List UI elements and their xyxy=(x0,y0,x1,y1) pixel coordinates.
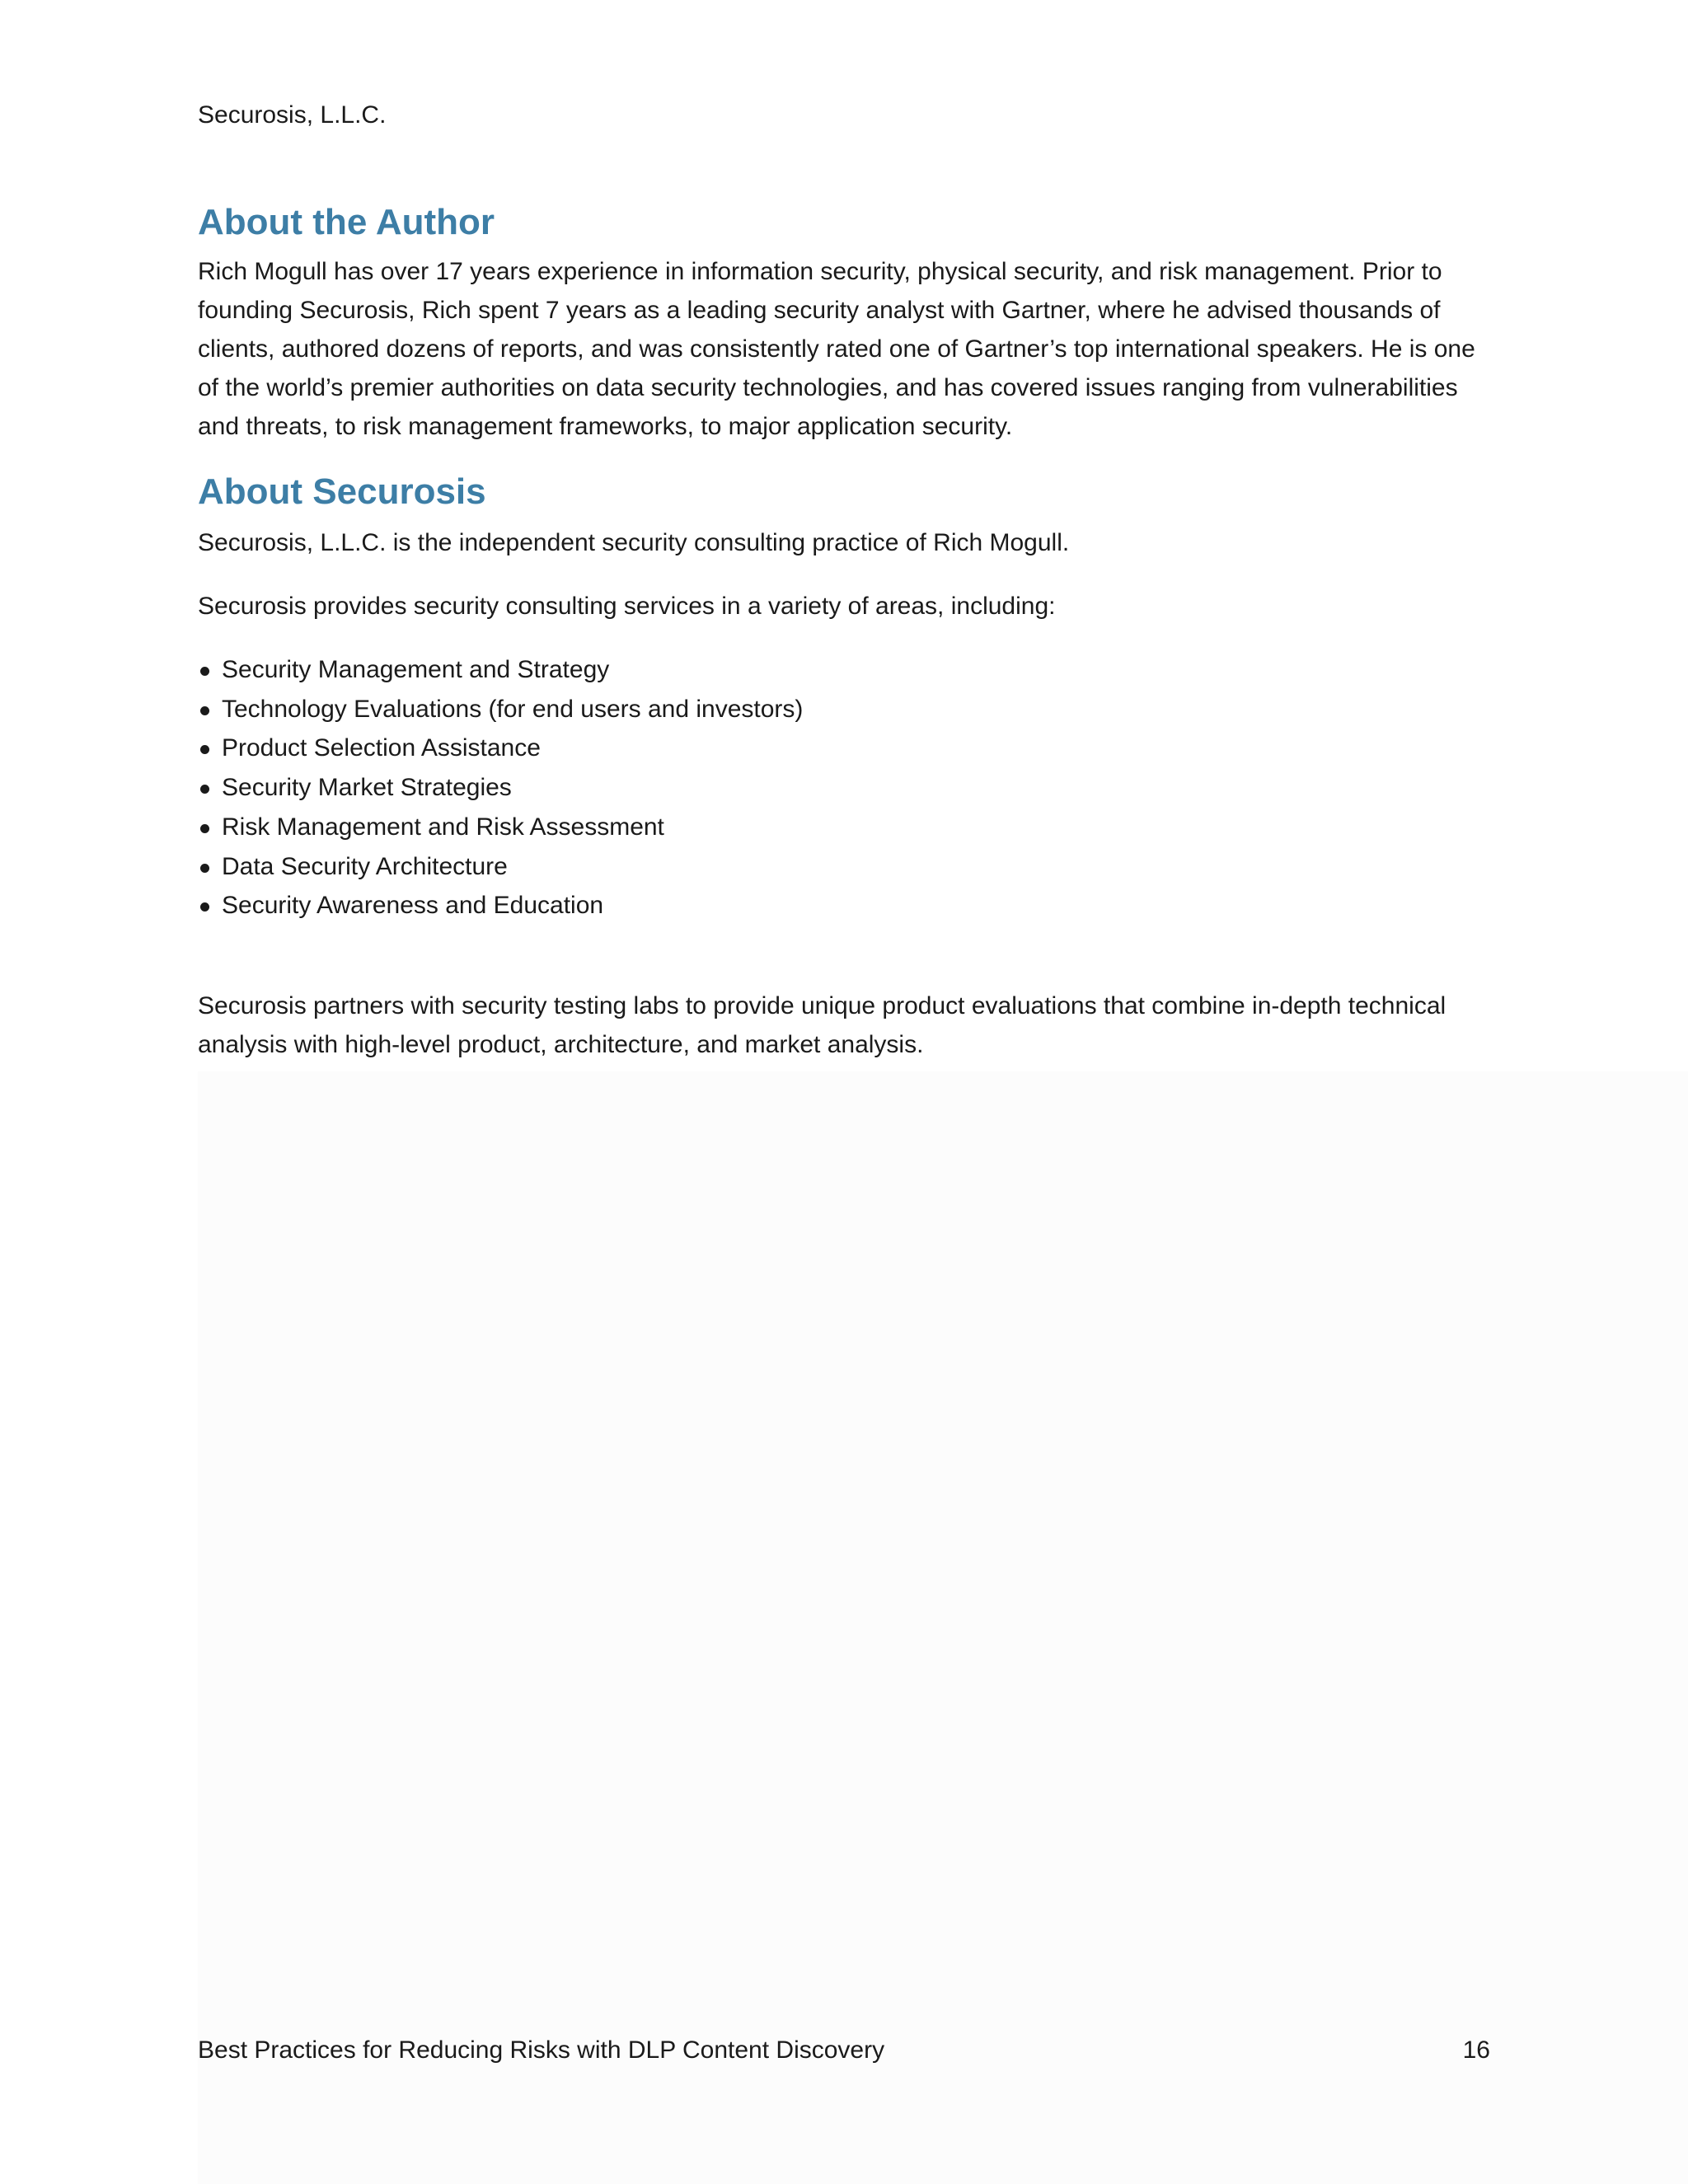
about-author-text: Rich Mogull has over 17 years experience in information security, physical security, and risk management. Prior to founding Securosis, Rich spent 7 years as a leading security analyst with Gartner, where he advised thousands of clients, authored dozens of reports, and was consistently rated one of Gartner’s top international speakers. He is one of the world’s premier authorities on data security technologies, and has covered issues ranging from vulnerabilities and threats, to risk management frameworks, to major application security. xyxy=(198,258,1475,440)
service-label: Data Security Architecture xyxy=(222,852,508,880)
list-item xyxy=(198,650,1492,690)
service-label: Security Market Strategies xyxy=(222,774,512,802)
page-background-shade xyxy=(198,1071,1688,2184)
bullet-icon xyxy=(200,864,209,873)
bullet-icon xyxy=(200,745,209,754)
bullet-icon xyxy=(200,902,209,912)
service-label: Risk Management and Risk Assessment xyxy=(222,813,664,841)
list-item xyxy=(198,886,1492,926)
service-label: Product Selection Assistance xyxy=(222,734,541,762)
bullet-icon xyxy=(200,706,209,715)
bullet-icon xyxy=(200,785,209,794)
partners-paragraph: Securosis partners with security testing labs to provide unique product evaluations that combine in-depth technical analysis with high-level product, architecture, and market analysis. xyxy=(198,991,1447,1058)
bullet-icon xyxy=(200,824,209,833)
service-label: Security Management and Strategy xyxy=(222,656,610,683)
service-label: Security Awareness and Education xyxy=(222,892,604,920)
about-securosis-heading: About Securosis xyxy=(198,471,486,512)
list-item xyxy=(198,729,1492,768)
footer-document-title: Best Practices for Reducing Risks with DLP Content Discovery xyxy=(198,2036,885,2064)
services-list xyxy=(198,650,1492,926)
page-header: Securosis, L.L.C. xyxy=(198,101,387,129)
list-item xyxy=(198,847,1492,887)
bullet-icon xyxy=(200,667,209,676)
document-body xyxy=(198,198,1492,1064)
service-label: Technology Evaluations (for end users and investors) xyxy=(222,695,804,723)
services-intro: Securosis provides security consulting services in a variety of areas, including: xyxy=(198,593,1056,620)
list-item xyxy=(198,768,1492,808)
list-item xyxy=(198,690,1492,729)
about-author-heading: About the Author xyxy=(198,202,495,242)
about-securosis-intro: Securosis, L.L.C. is the independent security consulting practice of Rich Mogull. xyxy=(198,529,1070,556)
list-item xyxy=(198,808,1492,847)
page-number: 16 xyxy=(1462,2036,1490,2064)
